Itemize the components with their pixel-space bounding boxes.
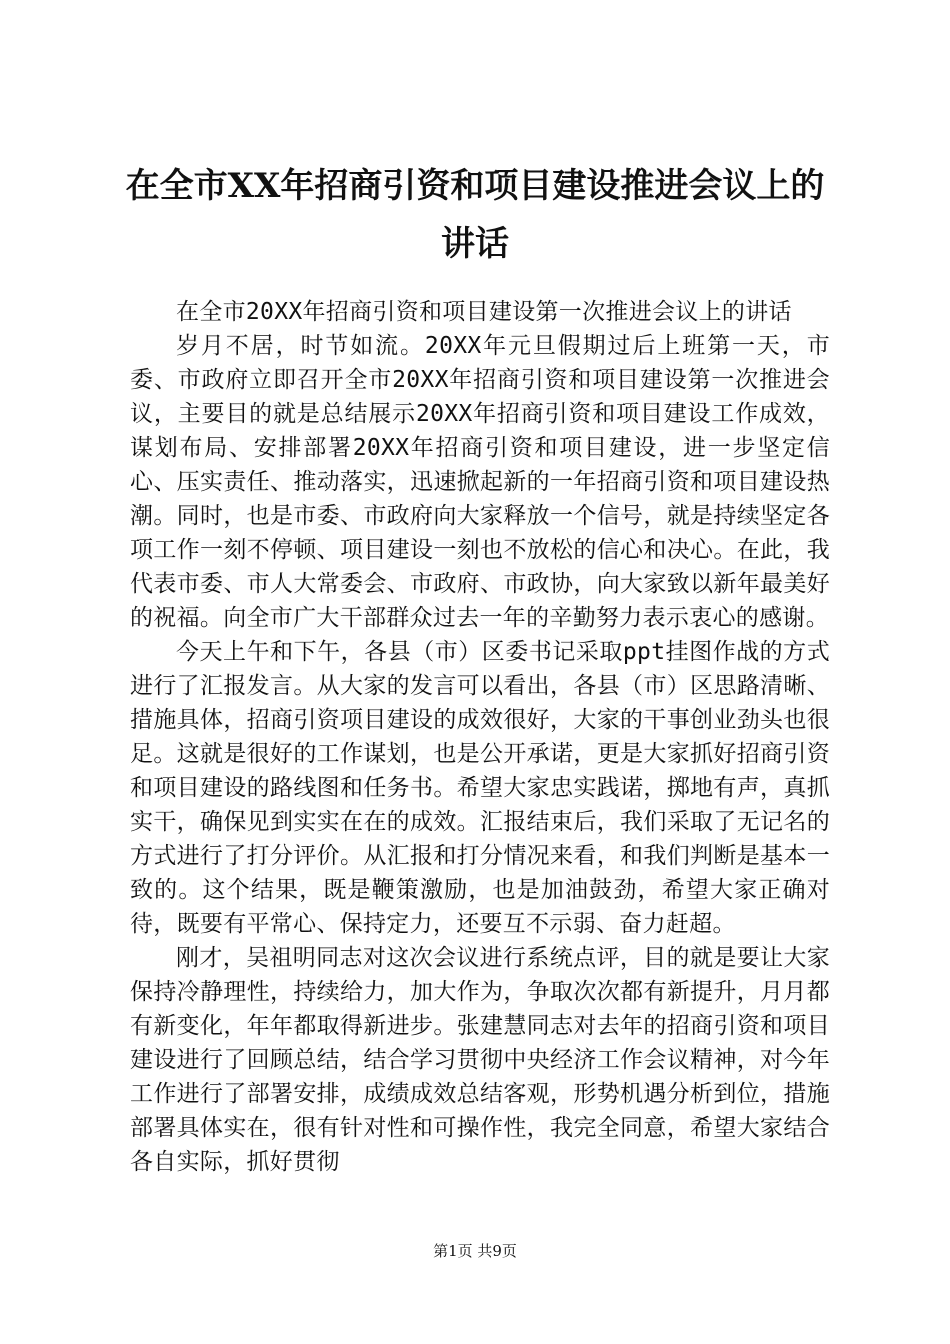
paragraph: 刚才，吴祖明同志对这次会议进行系统点评，目的就是要让大家保持冷静理性，持续给力，加大作为，争取次次都有新提升，月月都有新变化，年年都取得新进步。张建慧同志对去年的招商引资和项目建设进行了回顾总结，结合学习贯彻中央经济工作会议精神，对今年工作进行了部署安排，成绩成效总结客观，形势机遇分析到位，措施部署具体实在，很有针对性和可操作性，我完全同意，希望大家结合各自实际，抓好贯彻 xyxy=(130,945,830,1175)
paragraph-subtitle: 在全市20XX年招商引资和项目建设第一次推进会议上的讲话 xyxy=(176,299,792,325)
document-body xyxy=(130,295,830,1179)
page-number-footer: 第1页 共9页 xyxy=(433,1242,517,1260)
paragraph: 今天上午和下午，各县（市）区委书记采取ppt挂图作战的方式进行了汇报发言。从大家的发言可以看出，各县（市）区思路清晰、措施具体，招商引资项目建设的成效很好，大家的干事创业劲头也很足。这就是很好的工作谋划，也是公开承诺，更是大家抓好招商引资和项目建设的路线图和任务书。希望大家忠实践诺，掷地有声，真抓实干，确保见到实实在在的成效。汇报结束后，我们采取了无记名的方式进行了打分评价。从汇报和打分情况来看，和我们判断是基本一致的。这个结果，既是鞭策激励，也是加油鼓劲，希望大家正确对待，既要有平常心、保持定力，还要互不示弱、奋力赶超。 xyxy=(130,639,830,937)
document-title: 在全市XX年招商引资和项目建设推进会议上的讲话 xyxy=(125,166,825,264)
paragraph: 岁月不居，时节如流。20XX年元旦假期过后上班第一天，市委、市政府立即召开全市20XX年招商引资和项目建设第一次推进会议，主要目的就是总结展示20XX年招商引资和项目建设工作成效，谋划布局、安排部署20XX年招商引资和项目建设，进一步坚定信心、压实责任、推动落实，迅速掀起新的一年招商引资和项目建设热潮。同时，也是市委、市政府向大家释放一个信号，就是持续坚定各项工作一刻不停顿、项目建设一刻也不放松的信心和决心。在此，我代表市委、市人大常委会、市政府、市政协，向大家致以新年最美好的祝福。向全市广大干部群众过去一年的辛勤努力表示衷心的感谢。 xyxy=(130,333,830,631)
